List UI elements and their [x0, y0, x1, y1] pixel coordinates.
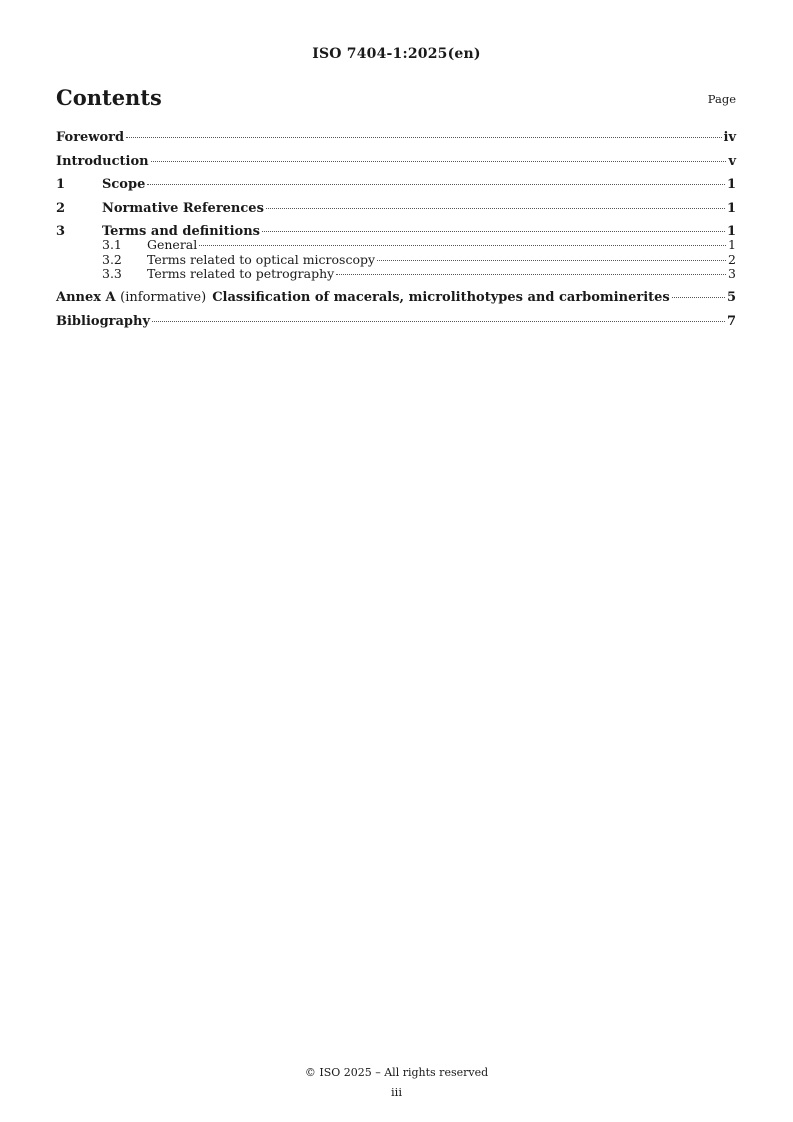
toc-entry-label: Introduction	[56, 153, 149, 169]
document-header: ISO 7404-1:2025(en)	[312, 46, 481, 62]
toc-entry-label: Terms related to optical microscopy	[147, 251, 376, 267]
toc-page-number: 1	[726, 200, 736, 216]
toc-entry-label: Foreword	[56, 130, 125, 145]
toc-entry-label: Terms and definitions	[102, 224, 260, 239]
dot-leader	[151, 161, 727, 162]
page-column-label: Page	[707, 92, 736, 106]
toc-entry-introduction[interactable]	[56, 152, 736, 176]
subclause-number: 3.1	[102, 237, 122, 252]
toc-subentry-general[interactable]	[56, 238, 736, 253]
subclause-number: 3.2	[102, 251, 122, 267]
toc-entry-terms-and-definitions[interactable]	[56, 222, 736, 238]
dot-leader	[377, 260, 726, 261]
dot-leader	[147, 184, 725, 185]
toc-page-number: 5	[726, 290, 736, 305]
toc-page-number: 1	[726, 177, 736, 192]
toc-entry-bibliography[interactable]	[56, 312, 736, 336]
toc-entry-foreword[interactable]	[56, 128, 736, 152]
toc-page-number: iv	[723, 130, 736, 145]
dot-leader	[199, 245, 726, 246]
annex-title: Classification of macerals, microlithotypes and carbominerites	[212, 290, 670, 305]
dot-leader	[152, 321, 725, 322]
toc-entry-normative-references[interactable]	[56, 199, 736, 223]
toc-subentry-petrography[interactable]	[56, 267, 736, 288]
toc-entry-label: Bibliography	[56, 313, 151, 329]
copyright-notice: © ISO 2025 – All rights reserved	[304, 1066, 489, 1079]
toc-page-number: v	[728, 153, 736, 169]
dot-leader	[126, 137, 721, 138]
toc-entry-scope[interactable]	[56, 175, 736, 199]
annex-type: (informative)	[120, 290, 207, 305]
toc-entry-label: Normative References	[102, 200, 264, 216]
toc-page-number: 2	[728, 251, 736, 267]
toc-entry-label: Terms related to petrography	[147, 266, 335, 281]
annex-label: Annex A	[56, 290, 116, 305]
dot-leader	[262, 231, 725, 232]
table-of-contents	[56, 128, 736, 335]
subclause-number: 3.3	[102, 266, 122, 281]
toc-page-number: 1	[726, 224, 736, 239]
toc-page-number: 3	[728, 266, 736, 281]
dot-leader	[336, 274, 726, 275]
toc-page-number: 7	[726, 313, 736, 329]
toc-page-number: 1	[728, 237, 736, 252]
clause-number: 3	[56, 224, 66, 239]
contents-title: Contents	[56, 85, 162, 110]
toc-subentry-optical-microscopy[interactable]	[56, 253, 736, 268]
dot-leader	[266, 208, 725, 209]
toc-entry-label: Scope	[102, 177, 146, 192]
toc-entry-annex-a[interactable]	[56, 288, 736, 312]
page-number: iii	[390, 1085, 403, 1099]
toc-entry-label: General	[147, 237, 198, 252]
clause-number: 2	[56, 200, 66, 216]
clause-number: 1	[56, 177, 66, 192]
dot-leader	[672, 297, 725, 298]
